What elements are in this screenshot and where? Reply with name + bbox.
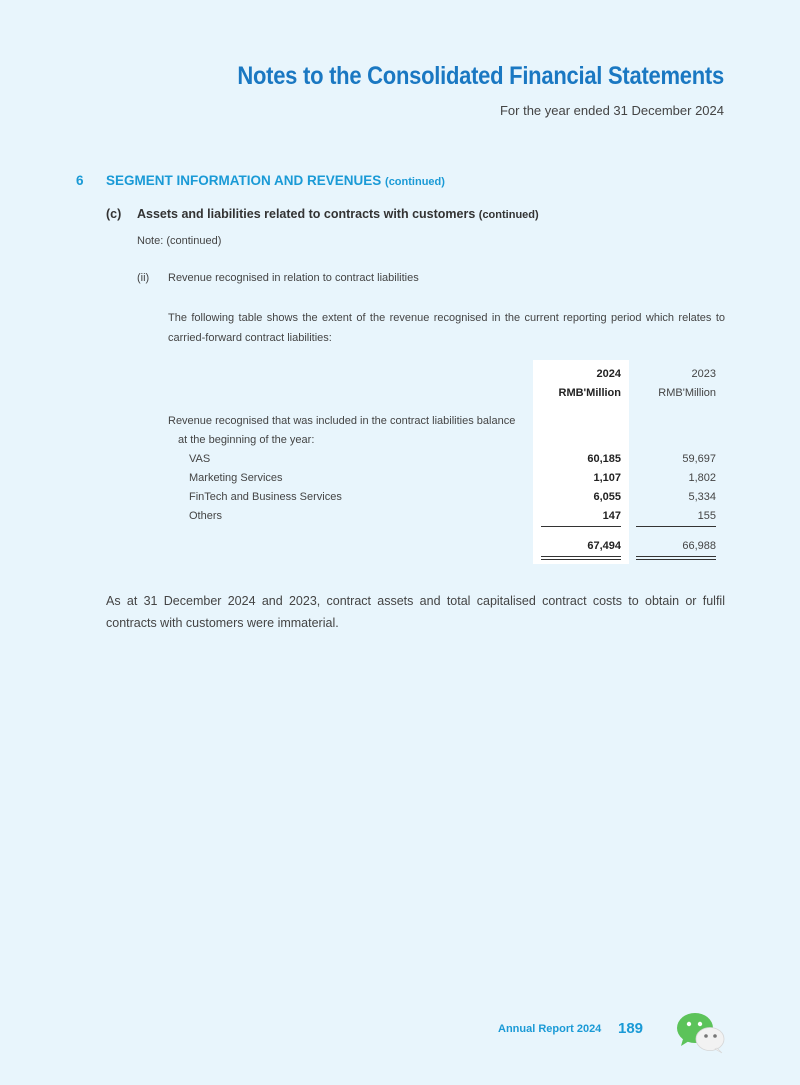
- group-label-line2: at the beginning of the year:: [178, 434, 315, 446]
- subsection-title: [137, 207, 539, 221]
- row-label: Others: [189, 510, 223, 522]
- item-paragraph: The following table shows the extent of the revenue recognised in the current reporting period which relates to carried-forward contract liabilities:: [168, 312, 725, 344]
- row-current-value: 60,185: [587, 453, 621, 465]
- total-double-rule-prior-2: [636, 559, 716, 560]
- row-label: FinTech and Business Services: [189, 491, 342, 503]
- page-subtitle: For the year ended 31 December 2024: [499, 103, 724, 118]
- total-double-rule-current-1: [541, 556, 621, 557]
- row-current-value: 147: [602, 510, 621, 522]
- total-double-rule-current-2: [541, 559, 621, 560]
- total-prior-value: 66,988: [682, 540, 716, 552]
- subsection-title-text: Assets and liabilities related to contracts with customers: [137, 207, 476, 221]
- note-label: Note: (continued): [137, 235, 222, 247]
- row-current-value: 6,055: [593, 491, 621, 503]
- section-title: [106, 173, 445, 188]
- subtotal-rule-prior: [636, 526, 716, 527]
- closing-paragraph: As at 31 December 2024 and 2023, contract assets and total capitalised contract costs to obtain or fulfil contracts with customers were immaterial.: [106, 594, 725, 630]
- row-prior-value: 59,697: [682, 453, 716, 465]
- item-number: (ii): [137, 272, 150, 284]
- section-title-text: SEGMENT INFORMATION AND REVENUES: [106, 173, 382, 188]
- group-label-line1: Revenue recognised that was included in the contract liabilities balance: [168, 415, 516, 427]
- total-current-value: 67,494: [587, 540, 621, 552]
- subtotal-rule-current: [541, 526, 621, 527]
- total-double-rule-prior-1: [636, 556, 716, 557]
- row-prior-value: 1,802: [688, 472, 716, 484]
- subsection-number: (c): [106, 207, 122, 221]
- header-year-current: 2024: [596, 368, 621, 380]
- page-number: 189: [618, 1020, 644, 1037]
- wechat-logo-icon: [675, 1010, 727, 1054]
- row-prior-value: 155: [697, 510, 716, 522]
- header-year-prior: 2023: [691, 368, 716, 380]
- section-number: 6: [76, 173, 84, 188]
- item-title: Revenue recognised in relation to contract liabilities: [168, 272, 419, 284]
- row-label: Marketing Services: [189, 472, 283, 484]
- section-continued: (continued): [385, 176, 445, 188]
- row-current-value: 1,107: [593, 472, 621, 484]
- row-label: VAS: [189, 453, 211, 465]
- page-title: Notes to the Consolidated Financial Statements: [237, 62, 724, 90]
- header-unit-prior: RMB'Million: [658, 387, 716, 399]
- footer-label: Annual Report 2024: [498, 1023, 602, 1035]
- row-prior-value: 5,334: [688, 491, 716, 503]
- subsection-continued: (continued): [478, 209, 539, 221]
- header-unit-current: RMB'Million: [558, 387, 621, 399]
